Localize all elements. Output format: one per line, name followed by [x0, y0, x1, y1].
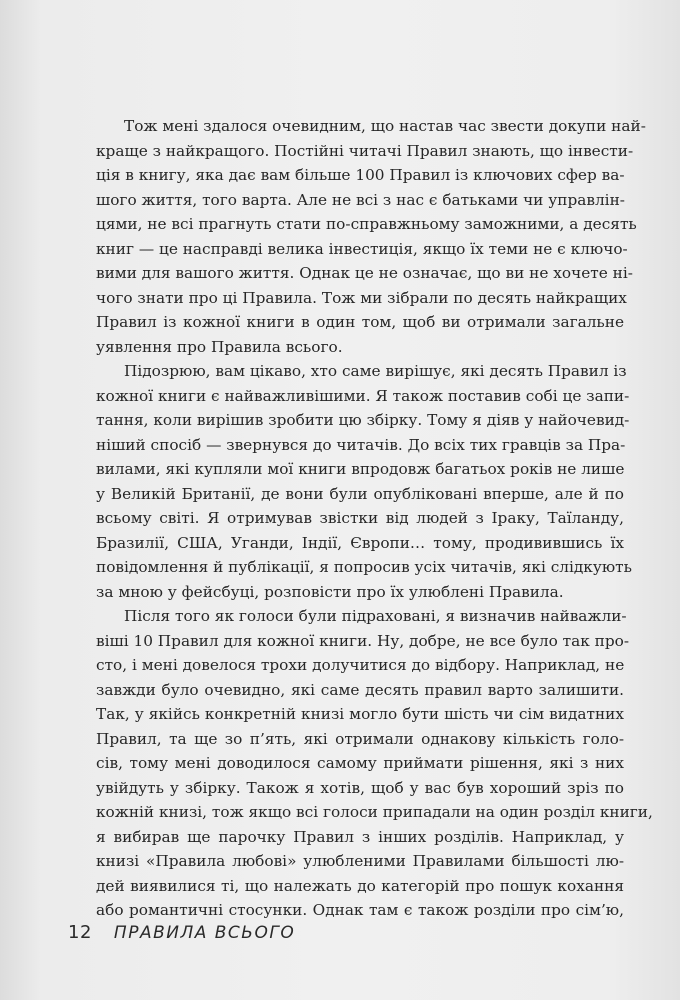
- text-line: чого знати про ці Правила. Тож ми зібрали по десять найкращих: [96, 288, 627, 307]
- text-line: книзі «Правила любові» улюбленими Правилами більшості лю-: [96, 852, 624, 870]
- text-line: вими для вашого життя. Однак це не означає, що ви не хочете ні-: [96, 264, 633, 282]
- text-line: увійдуть у збірку. Також я хотів, щоб у вас був хороший зріз по: [96, 778, 624, 797]
- text-line: цями, не всі прагнуть стати по-справжньому заможними, а десять: [96, 215, 637, 233]
- paragraph-1: [68, 114, 646, 359]
- text-line: ніший спосіб — звернувся до читачів. До всіх тих гравців за Пра-: [96, 435, 626, 454]
- running-title: ПРАВИЛА ВСЬОГО: [113, 923, 296, 943]
- page-footer: [68, 922, 295, 943]
- text-line: сто, і мені довелося трохи долучитися до відбору. Наприклад, не: [96, 656, 625, 674]
- text-line: за мною у фейсбуці, розповісти про їх улюблені Правила.: [96, 582, 564, 601]
- text-line: тання, коли вирішив зробити цю збірку. Тому я діяв у найочевид-: [96, 411, 630, 429]
- text-line: у Великій Британії, де вони були опубліковані вперше, але й по: [96, 484, 624, 503]
- text-line: Тож мені здалося очевидним, що настав час звести докупи най-: [124, 117, 646, 135]
- text-line: кожної книги є найважливішими. Я також поставив собі це запи-: [96, 386, 630, 405]
- paragraph-3: [68, 604, 653, 923]
- text-line: Правил, та ще зо п’ять, які отримали однакову кількість голо-: [96, 729, 624, 748]
- text-line: уявлення про Правила всього.: [96, 337, 343, 356]
- text-line: повідомлення й публікації, я попросив усіх читачів, які слідкують: [96, 558, 632, 576]
- text-line: всьому світі. Я отримував звістки від людей з Іраку, Таїланду,: [96, 509, 624, 527]
- page-number: 12: [68, 922, 92, 943]
- text-line: ція в книгу, яка дає вам більше 100 Правил із ключових сфер ва-: [96, 166, 625, 184]
- text-line: Правил із кожної книги в один том, щоб ви отримали загальне: [96, 313, 624, 331]
- text-line: Бразилії, США, Уганди, Індії, Європи… тому, продивившись їх: [96, 533, 624, 552]
- text-line: або романтичні стосунки. Однак там є також розділи про сім’ю,: [96, 901, 624, 919]
- text-line: дей виявилися ті, що належать до категорій про пошук кохання: [96, 876, 624, 895]
- text-line: сів, тому мені доводилося самому приймати рішення, які з них: [96, 754, 624, 772]
- text-line: Після того як голоси були підраховані, я визначив найважли-: [124, 607, 627, 625]
- text-line: Підозрюю, вам цікаво, хто саме вирішує, які десять Правил із: [124, 362, 627, 380]
- text-line: я вибирав ще парочку Правил з інших розділів. Наприклад, у: [96, 827, 624, 846]
- text-line: кожній книзі, тож якщо всі голоси припадали на один розділ книги,: [96, 803, 653, 821]
- text-line: вилами, які купляли мої книги впродовж багатьох років не лише: [96, 460, 625, 478]
- text-line: краще з найкращого. Постійні читачі Правил знають, що інвести-: [96, 141, 634, 160]
- text-line: шого життя, того варта. Але не всі з нас є батьками чи управлін-: [96, 190, 625, 209]
- text-line: віші 10 Правил для кожної книги. Ну, добре, не все було так про-: [96, 631, 630, 650]
- text-line: книг — це насправді велика інвестиція, якщо їх теми не є ключо-: [96, 239, 628, 258]
- paragraph-2: [68, 359, 632, 604]
- text-line: Так, у якійсь конкретній книзі могло бути шість чи сім видатних: [96, 705, 624, 723]
- text-line: завжди було очевидно, які саме десять правил варто залишити.: [96, 680, 624, 699]
- body-text: [68, 114, 653, 923]
